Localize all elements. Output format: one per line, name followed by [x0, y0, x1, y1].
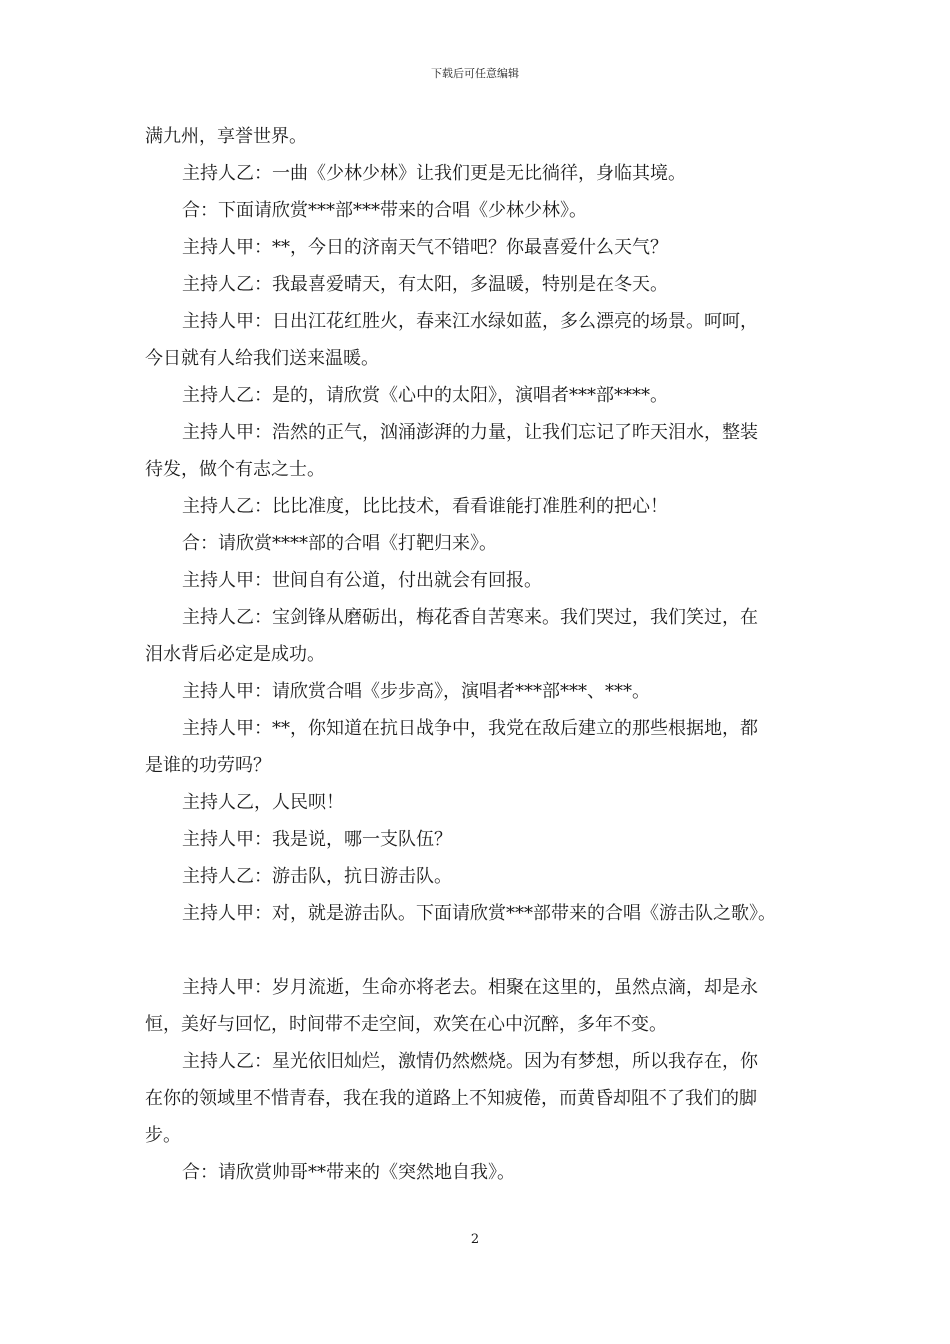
paragraph: 合：请欣赏****部的合唱《打靶归来》。	[182, 533, 497, 554]
paragraph: 主持人甲：**，今日的济南天气不错吧？你最喜爱什么天气？	[182, 237, 668, 258]
paragraph: 主持人甲：**，你知道在抗日战争中，我党在敌后建立的那些根据地，都	[182, 718, 758, 739]
paragraph-continuation: 步。	[145, 1125, 181, 1146]
paragraph-continuation: 今日就有人给我们送来温暖。	[145, 348, 379, 369]
paragraph: 主持人乙：我最喜爱晴天，有太阳，多温暖，特别是在冬天。	[182, 274, 668, 295]
paragraph: 主持人乙：比比准度，比比技术，看看谁能打准胜利的把心！	[182, 496, 668, 517]
paragraph: 主持人乙：一曲《少林少林》让我们更是无比徜徉，身临其境。	[182, 163, 686, 184]
paragraph: 主持人甲：世间自有公道，付出就会有回报。	[182, 570, 542, 591]
paragraph: 主持人甲：我是说，哪一支队伍？	[182, 829, 452, 850]
page-number: 2	[470, 1232, 480, 1247]
paragraph: 合：下面请欣赏***部***带来的合唱《少林少林》。	[182, 200, 587, 221]
paragraph-continuation: 待发，做个有志之士。	[145, 459, 325, 480]
page-header	[0, 67, 950, 81]
paragraph-continuation: 恒，美好与回忆，时间带不走空间，欢笑在心中沉醉，多年不变。	[145, 1014, 667, 1035]
paragraph: 主持人甲：日出江花红胜火，春来江水绿如蓝，多么漂亮的场景。呵呵，	[182, 311, 758, 332]
paragraph: 主持人乙，人民呗！	[182, 792, 344, 813]
paragraph-continuation: 泪水背后必定是成功。	[145, 644, 325, 665]
paragraph: 主持人乙：宝剑锋从磨砺出，梅花香自苦寒来。我们哭过，我们笑过，在	[182, 607, 758, 628]
paragraph: 主持人乙：星光依旧灿烂，激情仍然燃烧。因为有梦想，所以我存在，你	[182, 1051, 758, 1072]
paragraph: 满九州，享誉世界。	[145, 126, 307, 147]
paragraph: 主持人甲：请欣赏合唱《步步高》，演唱者***部***、***。	[182, 681, 650, 702]
paragraph: 主持人乙：游击队，抗日游击队。	[182, 866, 452, 887]
paragraph-continuation: 在你的领域里不惜青春，我在我的道路上不知疲倦，而黄昏却阻不了我们的脚	[145, 1088, 757, 1109]
document-body	[145, 118, 825, 1191]
paragraph: 合：请欣赏帅哥**带来的《突然地自我》。	[182, 1162, 515, 1183]
page-footer	[0, 1232, 950, 1248]
blank-line	[145, 932, 825, 969]
header-text: 下载后可任意编辑	[431, 67, 519, 80]
paragraph: 主持人甲：对，就是游击队。下面请欣赏***部带来的合唱《游击队之歌》。	[182, 903, 776, 924]
paragraph: 主持人乙：是的，请欣赏《心中的太阳》，演唱者***部****。	[182, 385, 668, 406]
paragraph: 主持人甲：岁月流逝，生命亦将老去。相聚在这里的，虽然点滴，却是永	[182, 977, 758, 998]
paragraph-continuation: 是谁的功劳吗？	[145, 755, 271, 776]
paragraph: 主持人甲：浩然的正气，汹涌澎湃的力量，让我们忘记了昨天泪水，整装	[182, 422, 758, 443]
